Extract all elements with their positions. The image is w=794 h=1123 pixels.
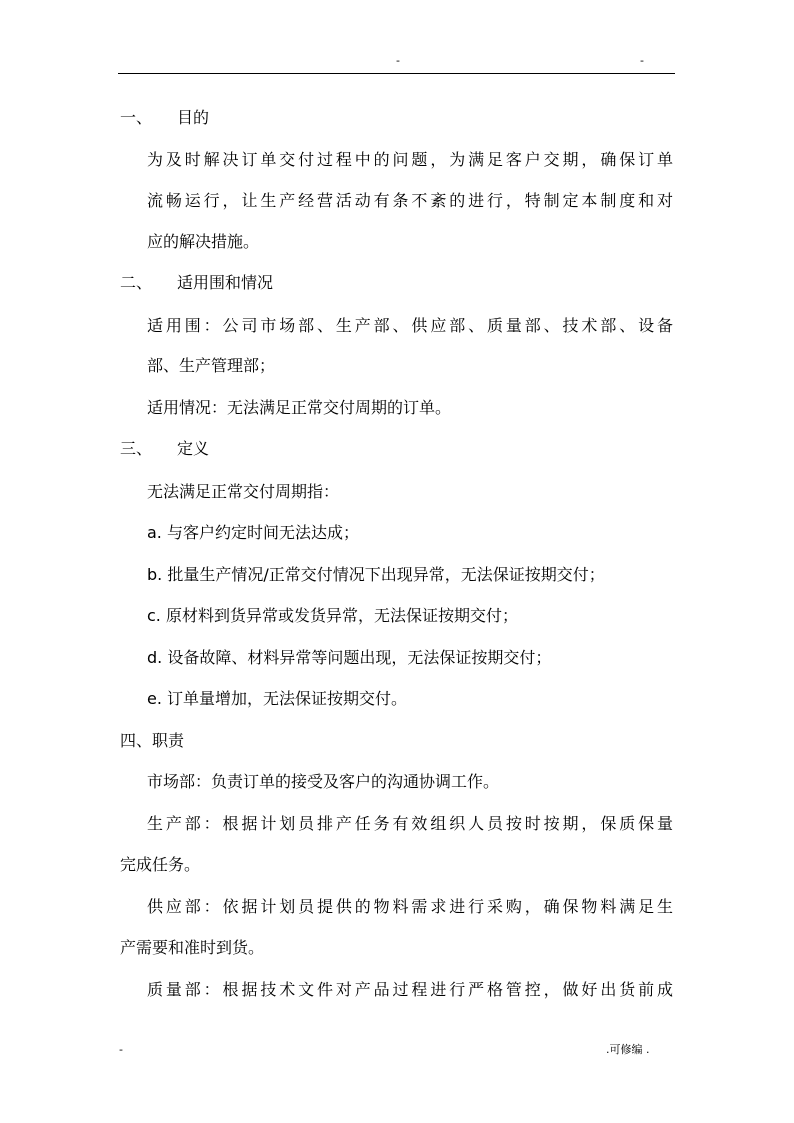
section-2-title: 适用围和情况	[177, 273, 274, 292]
paragraph-line: 流畅运行，让生产经营活动有条不紊的进行，特制定本制度和对	[147, 191, 673, 210]
paragraph-line: 产需要和准时到货。	[120, 938, 265, 957]
paragraph-line: 部、生产管理部；	[147, 356, 276, 375]
section-3-title: 定义	[177, 439, 210, 458]
section-2-heading	[120, 273, 273, 293]
section-2-number: 二、	[120, 273, 153, 292]
paragraph-line: 生产部：根据计划员排产任务有效组织人员按时按期，保质保量	[147, 814, 673, 833]
section-3-heading	[120, 439, 209, 459]
section-3-number: 三、	[120, 439, 153, 458]
paragraph-line: 适用情况：无法满足正常交付周期的订单。	[147, 398, 452, 417]
header-mark-center: -	[396, 54, 400, 67]
list-item: e. 订单量增加，无法保证按期交付。	[147, 689, 408, 708]
paragraph-line: 为及时解决订单交付过程中的问题，为满足客户交期，确保订单	[147, 150, 673, 169]
paragraph-line: 质量部：根据技术文件对产品过程进行严格管控，做好出货前成	[147, 980, 673, 999]
footer-mark-left: -	[119, 1043, 123, 1056]
section-1-number: 一、	[120, 108, 153, 127]
list-item: b. 批量生产情况/正常交付情况下出现异常，无法保证按期交付；	[147, 565, 605, 584]
section-4-heading: 四、职责	[120, 731, 185, 750]
paragraph-line: 完成任务。	[120, 855, 201, 874]
paragraph-line: 无法满足正常交付周期指：	[147, 482, 340, 501]
paragraph-line: 供应部：依据计划员提供的物料需求进行采购，确保物料满足生	[147, 897, 673, 916]
section-1-heading	[120, 108, 209, 128]
header-mark-right: -	[640, 54, 644, 67]
list-item: a. 与客户约定时间无法达成；	[147, 523, 359, 542]
header-rule	[118, 73, 675, 74]
list-item: c. 原材料到货异常或发货异常，无法保证按期交付；	[147, 606, 518, 625]
list-item: d. 设备故障、材料异常等问题出现，无法保证按期交付；	[147, 648, 552, 667]
section-1-title: 目的	[177, 108, 210, 127]
paragraph-line: 适用围：公司市场部、生产部、供应部、质量部、技术部、设备	[147, 316, 673, 335]
paragraph-line: 应的解决措施。	[147, 232, 260, 251]
paragraph-line: 市场部：负责订单的接受及客户的沟通协调工作。	[147, 772, 500, 791]
footer-editable-note: .可修编 .	[606, 1043, 650, 1056]
